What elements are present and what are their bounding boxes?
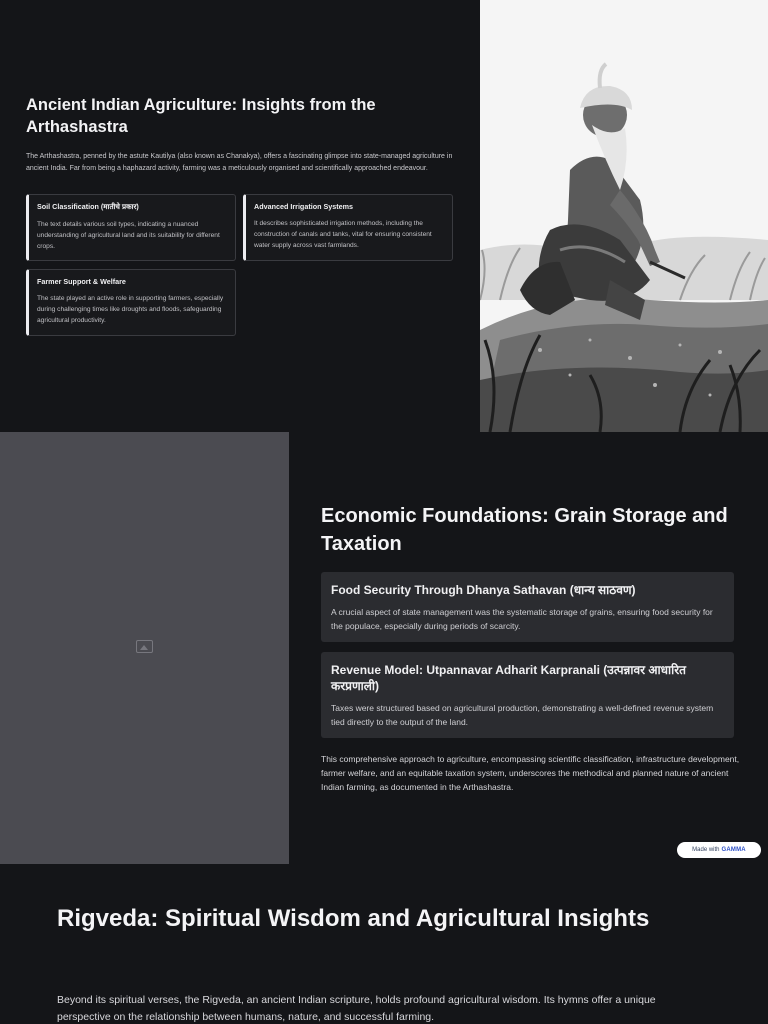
slide-arthashastra (0, 0, 768, 432)
card-title: Farmer Support & Welfare (37, 277, 126, 286)
box-revenue-model (321, 652, 734, 738)
farmer-illustration-svg (480, 0, 768, 432)
card-title: Advanced Irrigation Systems (254, 202, 354, 211)
made-with-gamma-badge[interactable] (677, 842, 761, 858)
slide-intro: The Arthashastra, penned by the astute Kautilya (also known as Chanakya), offers a fascinating glimpse into state-managed agriculture in ancient India. Far from being a haphazard activity, farming was a meticulously organised and scientifically approached endeavour. (26, 153, 453, 172)
slide-outro: This comprehensive approach to agriculture, encompassing scientific classification, infrastructure development, farmer welfare, and an equitable taxation system, underscores the methodical and planned nature of ancient Indian farming, as documented in the Arthashastra. (321, 754, 740, 792)
card-body: The text details various soil types, indicating a nuanced understanding of agricultural land and its suitability for different crops. (37, 221, 220, 251)
slide-title: Economic Foundations: Grain Storage and Taxation (321, 505, 728, 555)
card-irrigation-systems (243, 194, 453, 261)
slide-economic-foundations (0, 432, 768, 864)
slide-title: Ancient Indian Agriculture: Insights from the Arthashastra (26, 96, 376, 136)
card-title: Soil Classification (मातीचे प्रकार) (37, 202, 139, 211)
farmer-illustration (480, 0, 768, 432)
box-title: Revenue Model: Utpannavar Adharit Karpranali (उत्पन्नावर आधारित करप्रणाली) (331, 663, 687, 693)
badge-prefix: Made with (692, 847, 720, 853)
slide-title: Rigveda: Spiritual Wisdom and Agricultural Insights (57, 905, 650, 932)
gamma-logo: GAMMA (721, 847, 746, 853)
box-food-security (321, 572, 734, 642)
card-soil-classification (26, 194, 236, 261)
card-farmer-support (26, 269, 236, 336)
image-placeholder (0, 432, 289, 864)
slide-body: Beyond its spiritual verses, the Rigveda, an ancient Indian scripture, holds profound agricultural wisdom. Its hymns offer a unique perspective on the relationship between humans, nature, and successful farming. (57, 994, 656, 1023)
box-title: Food Security Through Dhanya Sathavan (धान्य साठवण) (331, 583, 636, 597)
box-body: A crucial aspect of state management was the systematic storage of grains, ensuring food security for the populace, especially during periods of scarcity. (331, 607, 713, 631)
box-body: Taxes were structured based on agricultural production, demonstrating a well-defined revenue system tied directly to the output of the land. (331, 703, 714, 727)
card-body: It describes sophisticated irrigation methods, including the construction of canals and tanks, vital for ensuring consistent water supply across vast farmlands. (254, 220, 432, 250)
image-placeholder-icon (136, 640, 153, 653)
slide-rigveda (0, 864, 768, 1024)
card-body: The state played an active role in supporting farmers, especially during challenging times like droughts and floods, safeguarding agricultural productivity. (37, 295, 224, 325)
